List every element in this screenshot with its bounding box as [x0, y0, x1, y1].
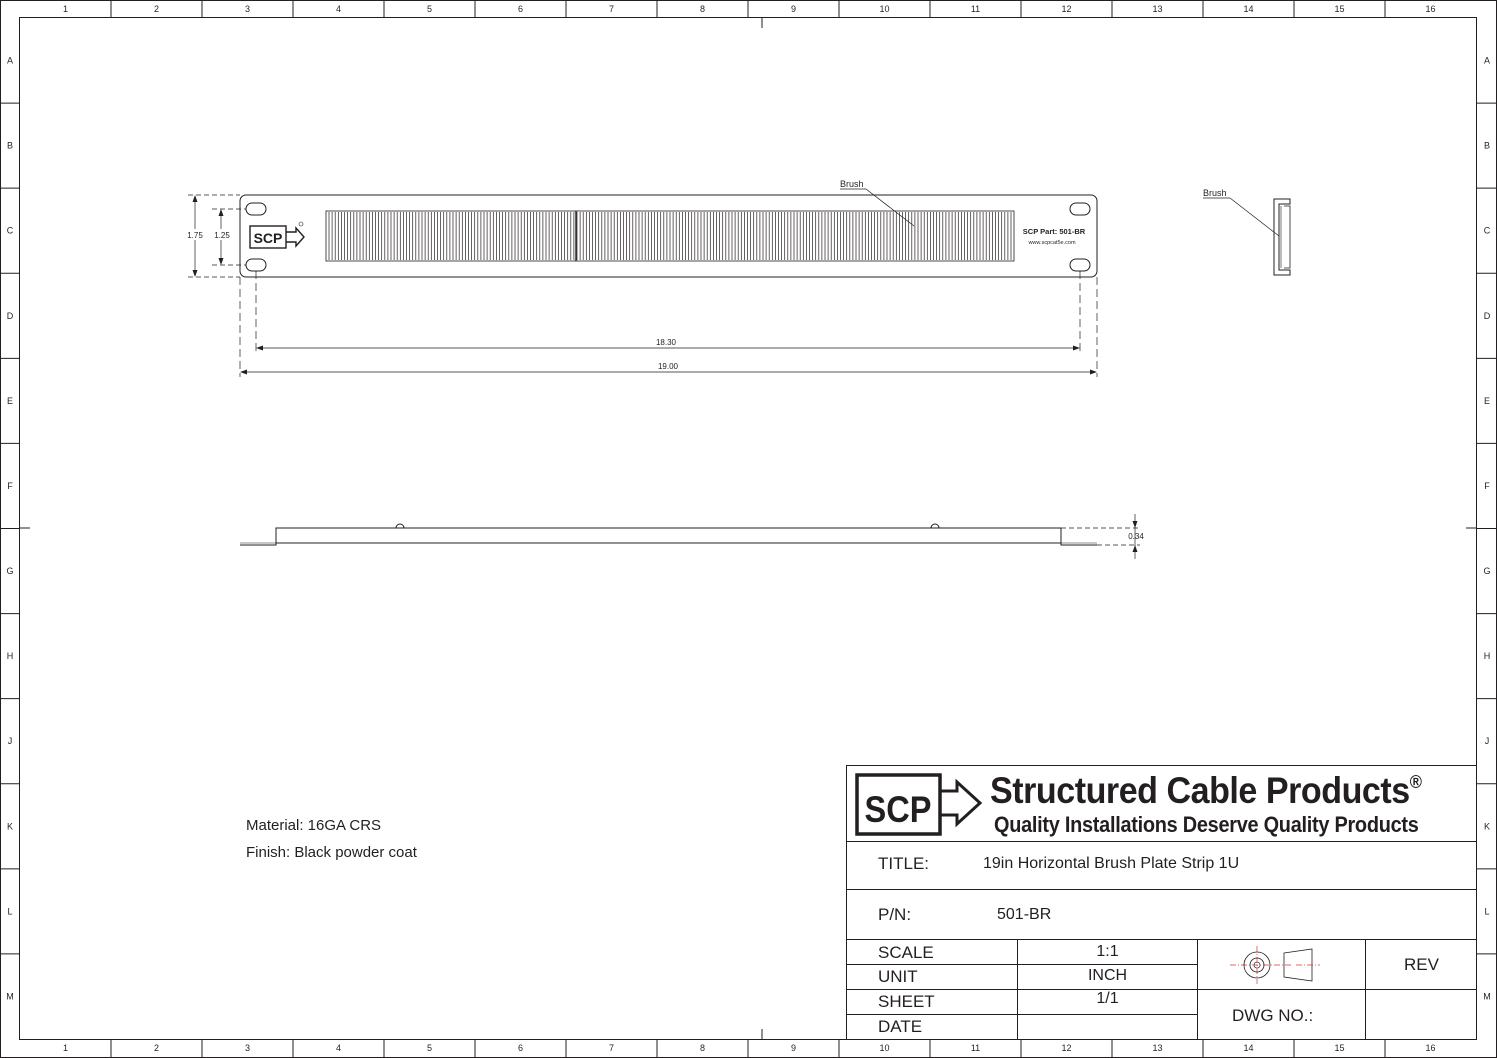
- column-zone-label: 15: [1334, 1043, 1345, 1053]
- column-zone-label: 13: [1152, 1043, 1163, 1053]
- column-zone-label: 5: [426, 1043, 433, 1053]
- row-zone-label: L: [7, 906, 13, 917]
- column-zone-label: 4: [335, 1043, 342, 1053]
- column-zone-label: 1: [62, 1043, 69, 1053]
- column-zone-label: 14: [1243, 4, 1254, 14]
- row-zone-label: K: [6, 821, 14, 832]
- column-zone-label: 16: [1425, 4, 1436, 14]
- column-zone-label: 7: [608, 1043, 615, 1053]
- row-zone-label: E: [6, 395, 14, 406]
- dim-overall-width: 19.00: [657, 362, 679, 371]
- row-zone-label: J: [1484, 736, 1490, 747]
- column-zone-label: 11: [970, 1043, 981, 1053]
- row-zone-label: K: [1483, 821, 1491, 832]
- rev-label: REV: [1404, 955, 1439, 974]
- column-zone-label: 4: [335, 4, 342, 14]
- front-view: [186, 179, 1097, 377]
- row-zone-label: L: [1484, 906, 1490, 917]
- pn-value: 501-BR: [997, 906, 1052, 923]
- sheet-label: SHEET: [878, 992, 935, 1011]
- row-zone-label: H: [6, 651, 14, 662]
- row-zone-label: F: [7, 480, 13, 491]
- column-zone-label: 10: [879, 1043, 890, 1053]
- column-zone-label: 5: [426, 4, 433, 14]
- column-zone-label: 8: [699, 4, 706, 14]
- row-zone-label: A: [6, 55, 14, 66]
- column-zone-label: 3: [244, 1043, 251, 1053]
- scale-label: SCALE: [878, 943, 934, 962]
- dim-thickness: 0.34: [1128, 532, 1144, 541]
- unit-value: INCH: [1087, 967, 1128, 984]
- row-zone-label: F: [1484, 480, 1490, 491]
- part-label: SCP Part: 501-BR: [1022, 227, 1086, 236]
- row-zone-label: C: [6, 225, 14, 236]
- column-zone-label: 12: [1061, 4, 1072, 14]
- column-zone-label: 8: [699, 1043, 706, 1053]
- unit-label: UNIT: [878, 967, 918, 986]
- third-angle-projection-icon: [1230, 946, 1320, 984]
- finish-note: Finish: Black powder coat: [246, 844, 417, 861]
- column-zone-label: 3: [244, 4, 251, 14]
- brush-bristles: [329, 211, 1011, 261]
- side-view: [1203, 198, 1290, 275]
- row-zone-label: B: [1483, 140, 1491, 151]
- row-zone-label: D: [1483, 310, 1491, 321]
- side-brush-callout: Brush: [1203, 188, 1227, 198]
- dim-height-inner: 1.25: [214, 231, 230, 240]
- column-zone-label: 9: [790, 1043, 797, 1053]
- panel-logo-text: SCP: [253, 230, 283, 246]
- row-zone-label: G: [1483, 566, 1491, 577]
- website-label: www.scpcat5e.com: [1028, 240, 1076, 246]
- pn-label: P/N:: [878, 905, 912, 924]
- brand-arrow-icon: [940, 782, 980, 824]
- top-view: [240, 514, 1140, 559]
- row-zone-label: M: [6, 991, 14, 1002]
- column-zone-label: 1: [62, 4, 69, 14]
- company-tagline: Quality Installations Deserve Quality Products: [994, 812, 1419, 837]
- dim-hole-spacing: 18.30: [655, 338, 677, 347]
- dim-height-outer: 1.75: [187, 231, 203, 240]
- registered-mark: ®: [1409, 772, 1422, 792]
- row-zone-label: D: [6, 310, 14, 321]
- brush-callout: Brush: [840, 179, 864, 189]
- row-zone-label: H: [1483, 651, 1491, 662]
- sheet-value: 1/1: [1096, 990, 1119, 1007]
- column-zone-label: 6: [517, 4, 524, 14]
- column-zone-label: 7: [608, 4, 615, 14]
- side-brush-leader: [1230, 198, 1279, 236]
- column-zone-label: 13: [1152, 4, 1163, 14]
- dwg-no-label: DWG NO.:: [1232, 1006, 1314, 1025]
- row-zone-label: B: [6, 140, 14, 151]
- title-value: 19in Horizontal Brush Plate Strip 1U: [983, 855, 1240, 872]
- title-block-logo-text: SCP: [864, 789, 932, 831]
- column-zone-label: 15: [1334, 4, 1345, 14]
- scale-value: 1:1: [1096, 943, 1119, 960]
- column-zone-label: 2: [153, 4, 160, 14]
- row-zone-label: G: [6, 566, 14, 577]
- column-zone-label: 16: [1425, 1043, 1436, 1053]
- title-block-logo: [857, 775, 980, 834]
- company-name: Structured Cable Products®: [990, 770, 1422, 811]
- row-zone-label: J: [7, 736, 13, 747]
- column-zone-label: 14: [1243, 1043, 1254, 1053]
- row-zone-label: E: [1483, 395, 1491, 406]
- column-zone-label: 2: [153, 1043, 160, 1053]
- row-zone-label: A: [1483, 55, 1491, 66]
- material-note: Material: 16GA CRS: [246, 817, 382, 834]
- column-zone-label: 11: [970, 4, 981, 14]
- title-label: TITLE:: [878, 854, 930, 873]
- column-zone-label: 6: [517, 1043, 524, 1053]
- column-zone-label: 10: [879, 4, 890, 14]
- row-zone-label: M: [1483, 991, 1491, 1002]
- date-label: DATE: [878, 1017, 923, 1036]
- column-zone-label: 9: [790, 4, 797, 14]
- column-zone-label: 12: [1061, 1043, 1072, 1053]
- row-zone-label: C: [1483, 225, 1491, 236]
